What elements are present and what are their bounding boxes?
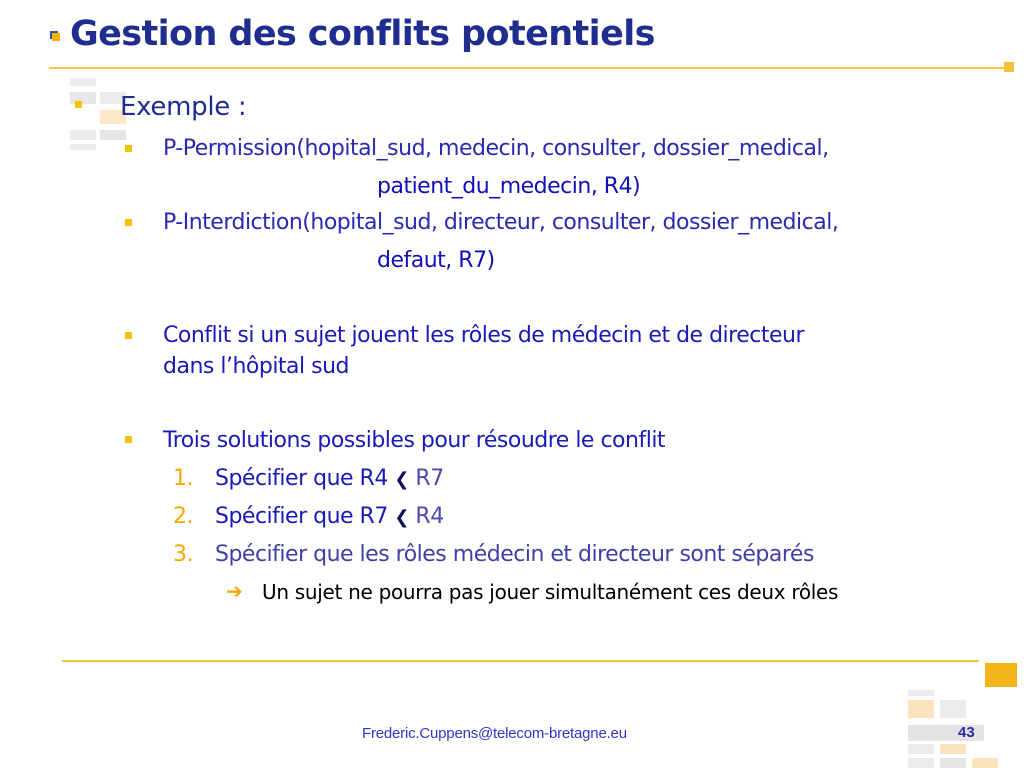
solution-target: R7 bbox=[415, 466, 444, 491]
arrow-right-icon: ➔ bbox=[226, 579, 243, 603]
solution-number: 1. bbox=[173, 466, 193, 491]
title-divider bbox=[49, 67, 1012, 69]
interdiction-line-2: defaut, R7) bbox=[377, 248, 495, 273]
bullet-icon bbox=[125, 219, 132, 226]
example-heading: Exemple : bbox=[120, 92, 247, 122]
page-number: 43 bbox=[958, 724, 975, 741]
footer-email: Frederic.Cuppens@telecom-bretagne.eu bbox=[362, 725, 627, 742]
solutions-intro: Trois solutions possibles pour résoudre le conflit bbox=[163, 428, 666, 453]
bullet-icon bbox=[125, 436, 132, 443]
footer-divider bbox=[62, 660, 979, 662]
slide-title: Gestion des conflits potentiels bbox=[70, 14, 655, 54]
conflict-line-2: dans l’hôpital sud bbox=[163, 354, 350, 379]
precedence-symbol-icon: ❮ bbox=[394, 469, 409, 490]
solution-text: Spécifier que les rôles médecin et directeur sont séparés bbox=[215, 542, 814, 567]
conflict-line-1: Conflit si un sujet jouent les rôles de médecin et de directeur bbox=[163, 323, 804, 348]
solution-number: 3. bbox=[173, 542, 193, 567]
interdiction-line-1: P-Interdiction(hopital_sud, directeur, consulter, dossier_medical, bbox=[163, 210, 839, 235]
solution-target: R4 bbox=[415, 504, 444, 529]
permission-line-1: P-Permission(hopital_sud, medecin, consulter, dossier_medical, bbox=[163, 136, 829, 161]
bullet-icon bbox=[75, 101, 82, 108]
solution-text: Spécifier que R7 bbox=[215, 504, 388, 529]
bullet-icon bbox=[125, 332, 132, 339]
bullet-icon bbox=[125, 145, 132, 152]
precedence-symbol-icon: ❮ bbox=[394, 507, 409, 528]
solution-text: Spécifier que R4 bbox=[215, 466, 388, 491]
consequence-text: Un sujet ne pourra pas jouer simultanément ces deux rôles bbox=[262, 580, 839, 604]
footer-accent-block bbox=[985, 663, 1017, 687]
title-bullet-icon bbox=[50, 31, 62, 43]
permission-line-2: patient_du_medecin, R4) bbox=[377, 174, 641, 199]
solution-number: 2. bbox=[173, 504, 193, 529]
title-divider-end bbox=[1004, 62, 1014, 72]
